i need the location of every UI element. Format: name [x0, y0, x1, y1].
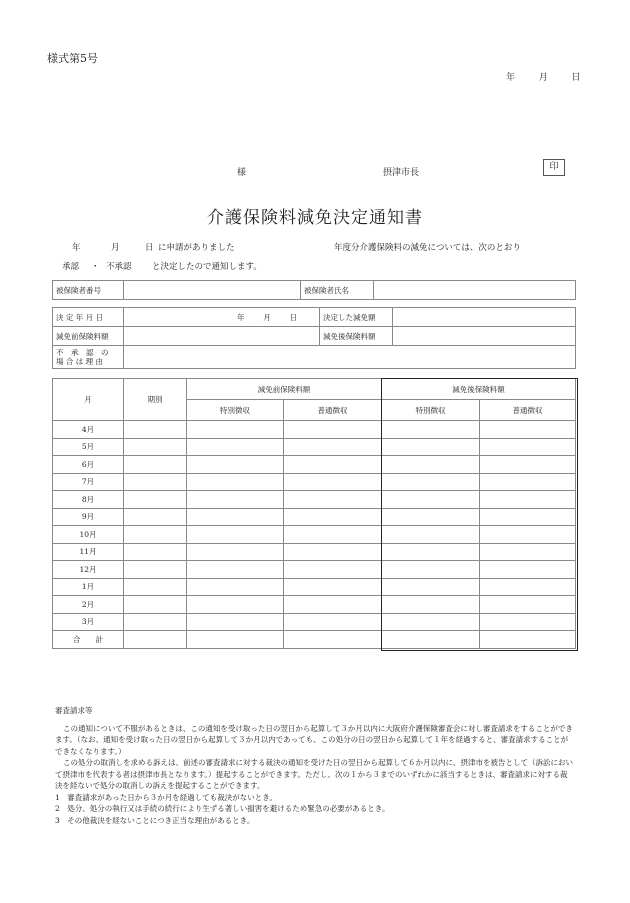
intro-day: 日 [145, 243, 154, 253]
after-ordinary-cell[interactable] [480, 473, 576, 491]
form-number: 様式第5号 [47, 52, 98, 65]
insured-table [52, 280, 576, 300]
before-amount-field[interactable] [124, 327, 320, 346]
after-ordinary-cell[interactable] [480, 526, 576, 544]
decided-amount-field[interactable] [393, 308, 576, 327]
after-ordinary-cell[interactable] [480, 613, 576, 631]
intro-fiscal: 年度分介護保険料の減免については、次のとおり [334, 243, 521, 253]
notes-list [55, 792, 575, 827]
period-header: 期別 [124, 379, 187, 421]
after-ordinary-cell[interactable] [480, 456, 576, 474]
total-label: 合 計 [53, 631, 124, 649]
after-special-header: 特別徴収 [382, 400, 480, 421]
after-ordinary-cell[interactable] [480, 596, 576, 614]
notes-heading: 審査請求等 [55, 706, 93, 715]
after-ordinary-cell[interactable] [480, 578, 576, 596]
reason-label-line1: 不 承 認 の [56, 348, 109, 357]
after-ordinary-cell[interactable] [480, 508, 576, 526]
list-item: 3 その他裁決を経ないことにつき正当な理由があるとき。 [55, 815, 255, 825]
before-special-cell[interactable] [187, 596, 284, 614]
after-ordinary-cell[interactable] [480, 491, 576, 509]
table-row [53, 421, 576, 439]
month-label: 8月 [53, 491, 124, 509]
insured-name-field[interactable] [374, 281, 576, 300]
month-label: 4月 [53, 421, 124, 439]
intro-disapprove: 不承認 [106, 262, 132, 272]
period-cell[interactable] [124, 596, 187, 614]
list-item: 1 審査請求があった日から３か月を経過しても裁決がないとき。 [55, 792, 277, 802]
intro-year: 年 [72, 243, 81, 253]
month-label: 3月 [53, 613, 124, 631]
month-label: 7月 [53, 473, 124, 491]
period-cell[interactable] [124, 578, 187, 596]
total-period-cell[interactable] [124, 631, 187, 649]
insured-name-label: 被保険者氏名 [301, 281, 374, 300]
before-special-cell[interactable] [187, 438, 284, 456]
before-ordinary-cell[interactable] [284, 526, 382, 544]
table-row [53, 526, 576, 544]
after-ordinary-cell[interactable] [480, 438, 576, 456]
issue-date [506, 70, 581, 83]
seal-stamp: 印 [543, 159, 565, 176]
intro-dot: ・ [91, 262, 100, 272]
period-cell[interactable] [124, 438, 187, 456]
addressee-suffix: 様 [237, 168, 247, 178]
after-ordinary-header: 普通徴収 [480, 400, 576, 421]
before-ordinary-cell[interactable] [284, 491, 382, 509]
after-ordinary-cell[interactable] [480, 561, 576, 579]
before-special-cell[interactable] [187, 473, 284, 491]
table-row [53, 561, 576, 579]
period-cell[interactable] [124, 456, 187, 474]
after-amount-field[interactable] [393, 327, 576, 346]
issue-year: 年 [506, 73, 516, 83]
after-ordinary-cell[interactable] [480, 421, 576, 439]
decision-table [52, 307, 576, 369]
before-ordinary-cell[interactable] [284, 613, 382, 631]
decision-day: 日 [289, 312, 297, 322]
before-special-cell[interactable] [187, 543, 284, 561]
before-ordinary-cell[interactable] [284, 596, 382, 614]
page-title: 介護保険料減免決定通知書 [207, 208, 423, 228]
intro-applied: に申請がありました [158, 243, 235, 253]
before-ordinary-cell[interactable] [284, 438, 382, 456]
decision-month: 月 [263, 312, 271, 322]
period-cell[interactable] [124, 543, 187, 561]
decision-date-label: 決 定 年 月 日 [53, 308, 124, 327]
table-row [53, 456, 576, 474]
period-cell[interactable] [124, 508, 187, 526]
list-item: 2 処分、処分の執行又は手続の続行により生ずる著しい損害を避けるため緊急の必要があるとき。 [55, 804, 390, 813]
table-row [53, 473, 576, 491]
month-label: 5月 [53, 438, 124, 456]
before-special-cell[interactable] [187, 526, 284, 544]
table-row [53, 491, 576, 509]
before-ordinary-cell[interactable] [284, 421, 382, 439]
reason-field[interactable] [124, 346, 576, 369]
month-label: 1月 [53, 578, 124, 596]
after-special-cell[interactable] [382, 421, 480, 439]
monthly-table [52, 378, 576, 649]
month-label: 6月 [53, 456, 124, 474]
reason-label-line2: 場 合 は 理 由 [56, 357, 104, 366]
after-special-cell[interactable] [382, 543, 480, 561]
after-special-cell[interactable] [382, 526, 480, 544]
after-special-cell[interactable] [382, 596, 480, 614]
month-label: 2月 [53, 596, 124, 614]
before-ordinary-cell[interactable] [284, 508, 382, 526]
before-ordinary-cell[interactable] [284, 473, 382, 491]
period-cell[interactable] [124, 473, 187, 491]
period-cell[interactable] [124, 526, 187, 544]
month-rows [53, 421, 576, 631]
intro-decided: と決定したので通知します。 [152, 262, 262, 272]
intro-approve: 承認 [62, 262, 80, 272]
after-special-cell[interactable] [382, 456, 480, 474]
table-row [53, 578, 576, 596]
before-ordinary-cell[interactable] [284, 578, 382, 596]
decision-date-field[interactable] [124, 308, 320, 327]
period-cell[interactable] [124, 613, 187, 631]
after-special-cell[interactable] [382, 561, 480, 579]
before-amount-label: 減免前保険料額 [53, 327, 124, 346]
month-label: 9月 [53, 508, 124, 526]
issuer: 摂津市長 [383, 168, 420, 178]
before-special-cell[interactable] [187, 456, 284, 474]
insured-number-field[interactable] [124, 281, 301, 300]
before-special-header: 特別徴収 [187, 400, 284, 421]
after-special-cell[interactable] [382, 508, 480, 526]
before-ordinary-cell[interactable] [284, 561, 382, 579]
before-special-cell[interactable] [187, 561, 284, 579]
table-row [53, 508, 576, 526]
decided-amount-label: 決定した減免額 [320, 308, 393, 327]
decision-year: 年 [236, 312, 245, 322]
after-special-cell[interactable] [382, 578, 480, 596]
period-cell[interactable] [124, 421, 187, 439]
insured-number-label: 被保険者番号 [53, 281, 124, 300]
total-before-special[interactable] [187, 631, 284, 649]
after-header: 減免後保険料額 [382, 379, 576, 400]
period-cell[interactable] [124, 561, 187, 579]
table-row [53, 596, 576, 614]
after-special-cell[interactable] [382, 613, 480, 631]
issue-month: 月 [538, 73, 548, 83]
appeal-notes [55, 705, 575, 826]
before-special-cell[interactable] [187, 421, 284, 439]
before-ordinary-header: 普通徴収 [284, 400, 382, 421]
after-special-cell[interactable] [382, 438, 480, 456]
after-special-cell[interactable] [382, 473, 480, 491]
reason-label [53, 346, 124, 369]
before-special-cell[interactable] [187, 578, 284, 596]
total-after-ordinary[interactable] [480, 631, 576, 649]
notes-paragraph-2: この処分の取消しを求める訴えは、前述の審査請求に対する裁決の通知を受けた日の翌日から起算して６か月以内に、摂津市を被告として（訴訟において摂津市を代表する者は摂津市長となります。）提起することができます。ただし、次の１から３までのいずれかに該当するときは、審査請求に対する裁決を経ないで処分の取消しの訴えを提起することができます。 [55, 758, 573, 790]
before-special-cell[interactable] [187, 508, 284, 526]
issue-day: 日 [571, 73, 581, 83]
period-cell[interactable] [124, 491, 187, 509]
month-label: 11月 [53, 543, 124, 561]
notes-paragraph-1: この通知について不服があるときは、この通知を受け取った日の翌日から起算して３か月以内に大阪府介護保険審査会に対し審査請求をすることができます。（なお、通知を受け取った日の翌日から起算して３か月以内であっても、この処分の日の翌日から起算して１年を経過すると、審査請求することができなくなります。） [55, 723, 573, 756]
total-before-ordinary[interactable] [284, 631, 382, 649]
month-label: 10月 [53, 526, 124, 544]
total-after-special[interactable] [382, 631, 480, 649]
before-header: 減免前保険料額 [187, 379, 382, 400]
after-special-cell[interactable] [382, 491, 480, 509]
month-label: 12月 [53, 561, 124, 579]
table-row [53, 438, 576, 456]
month-header: 月 [53, 379, 124, 421]
intro-month: 月 [111, 243, 120, 253]
before-special-cell[interactable] [187, 613, 284, 631]
before-special-cell[interactable] [187, 491, 284, 509]
after-amount-label: 減免後保険料額 [320, 327, 393, 346]
before-ordinary-cell[interactable] [284, 456, 382, 474]
before-ordinary-cell[interactable] [284, 543, 382, 561]
after-ordinary-cell[interactable] [480, 543, 576, 561]
table-row [53, 543, 576, 561]
table-row [53, 613, 576, 631]
